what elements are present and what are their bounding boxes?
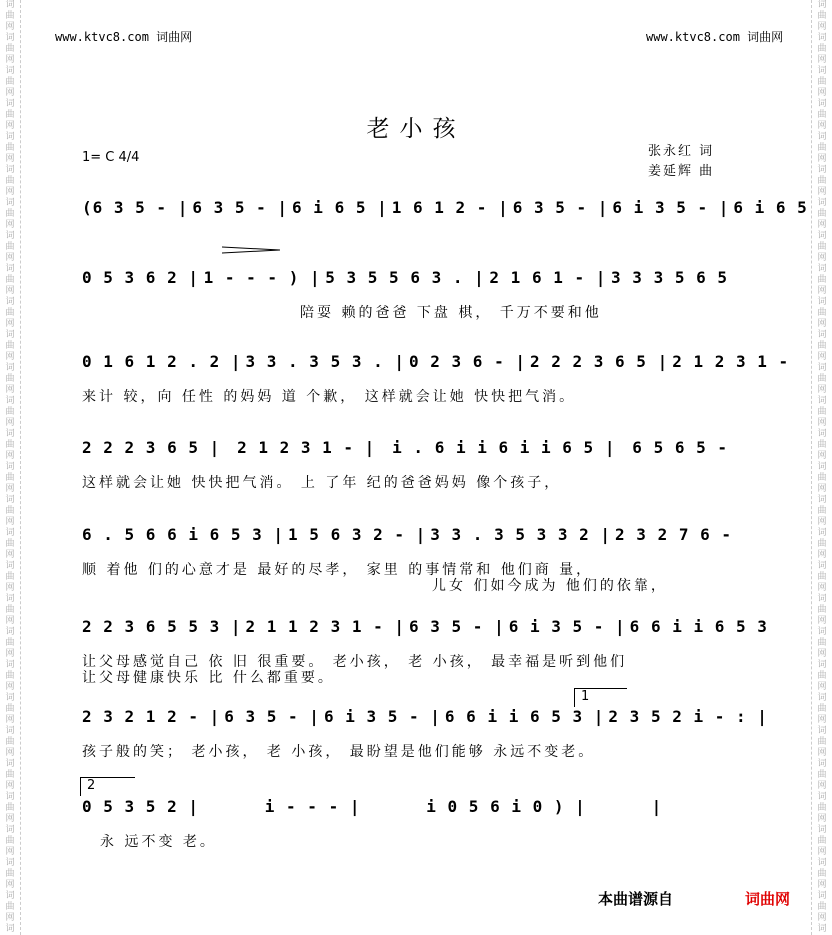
watermark-char: 词 xyxy=(5,660,15,670)
watermark-char: 网 xyxy=(5,583,15,593)
watermark-char: 曲 xyxy=(817,902,827,912)
watermark-char: 网 xyxy=(5,220,15,230)
watermark-char: 词 xyxy=(5,924,15,934)
watermark-char: 曲 xyxy=(5,110,15,120)
watermark-char: 曲 xyxy=(5,407,15,417)
watermark-char: 网 xyxy=(817,22,827,32)
notation-text xyxy=(80,352,790,371)
watermark-char: 曲 xyxy=(817,143,827,153)
measure: 2 1 6 1 - | xyxy=(489,268,607,287)
watermark-char: 曲 xyxy=(817,110,827,120)
brand-label: 词曲网 xyxy=(745,890,791,908)
watermark-char: 网 xyxy=(817,880,827,890)
watermark-char: 曲 xyxy=(817,209,827,219)
watermark-char: 词 xyxy=(5,825,15,835)
watermark-char: 网 xyxy=(5,187,15,197)
measure: 6 5 6 5 - xyxy=(632,438,728,457)
measure: 2 2 2 3 6 5 | xyxy=(529,352,669,371)
measure: i - - - | xyxy=(264,797,361,816)
key-signature: 1= C 4/4 xyxy=(82,150,140,165)
watermark-char: 曲 xyxy=(817,374,827,384)
measure: 6 i 3 5 - | xyxy=(323,707,441,726)
watermark-char: 曲 xyxy=(817,275,827,285)
watermark-char: 网 xyxy=(5,22,15,32)
watermark-char: 词 xyxy=(817,495,827,505)
watermark-char: 网 xyxy=(817,715,827,725)
watermark-char: 网 xyxy=(817,550,827,560)
measure: 0 5 3 6 2 | xyxy=(82,268,199,287)
crescendo-mark xyxy=(222,246,280,254)
watermark-char: 曲 xyxy=(5,209,15,219)
lyric-line: 让父母健康快乐 比 什么都重要。 xyxy=(82,670,335,686)
watermark-char: 词 xyxy=(817,726,827,736)
watermark-char: 曲 xyxy=(817,572,827,582)
watermark-char: 曲 xyxy=(5,605,15,615)
watermark-char: 曲 xyxy=(5,572,15,582)
watermark-char: 曲 xyxy=(5,473,15,483)
watermark-char: 词 xyxy=(5,561,15,571)
watermark-char: 词 xyxy=(5,858,15,868)
notation-line xyxy=(80,198,808,220)
measure: 0 5 3 5 2 | xyxy=(82,797,199,816)
watermark-char: 曲 xyxy=(817,638,827,648)
notation-line xyxy=(80,617,768,639)
watermark-char: 词 xyxy=(817,561,827,571)
watermark-char: 词 xyxy=(5,528,15,538)
source-label: 本曲谱源自 xyxy=(598,890,674,908)
watermark-char: 网 xyxy=(817,649,827,659)
watermark-char: 网 xyxy=(5,748,15,758)
watermark-char: 曲 xyxy=(817,242,827,252)
watermark-char: 网 xyxy=(5,847,15,857)
watermark-char: 词 xyxy=(817,462,827,472)
measure: 6 6 i i 6 5 3 | xyxy=(444,707,605,726)
watermark-char: 网 xyxy=(817,286,827,296)
watermark-char: 词 xyxy=(5,594,15,604)
watermark-char: 词 xyxy=(817,99,827,109)
watermark-char: 曲 xyxy=(817,836,827,846)
watermark-char: 词 xyxy=(5,462,15,472)
notation-text xyxy=(80,268,730,287)
watermark-char: 词 xyxy=(5,330,15,340)
watermark-char: 网 xyxy=(817,517,827,527)
measure: 2 3 2 1 2 - | xyxy=(82,707,221,726)
notation-line xyxy=(80,707,768,729)
watermark-char: 词 xyxy=(5,132,15,142)
watermark-char: 曲 xyxy=(817,176,827,186)
measure: 1 5 6 3 2 - | xyxy=(288,525,427,544)
lyric-line: 陪耍 赖的爸爸 下盘 棋， 千万不要和他 xyxy=(300,305,602,321)
watermark-char: 曲 xyxy=(5,902,15,912)
measure: (6 3 5 - | xyxy=(82,198,189,217)
watermark-char: 曲 xyxy=(5,275,15,285)
song-title: 老小孩 xyxy=(366,116,466,142)
measure: 6 3 5 - | xyxy=(512,198,609,217)
notation-line xyxy=(80,797,730,819)
notation-line xyxy=(80,352,790,374)
measure: 3 3 3 5 6 5 xyxy=(611,268,728,287)
watermark-char: 网 xyxy=(5,913,15,923)
watermark-char: 网 xyxy=(817,88,827,98)
watermark-char: 曲 xyxy=(817,803,827,813)
measure: 0 1 6 1 2 . 2 | xyxy=(82,352,242,371)
watermark-char: 词 xyxy=(817,132,827,142)
measure: 2 3 5 2 i - : | xyxy=(608,707,768,726)
watermark-char: 词 xyxy=(817,594,827,604)
watermark-char: 词 xyxy=(817,297,827,307)
watermark-char: 词 xyxy=(817,66,827,76)
watermark-char: 网 xyxy=(5,715,15,725)
watermark-char: 词 xyxy=(817,891,827,901)
watermark-char: 曲 xyxy=(817,506,827,516)
watermark-char: 网 xyxy=(5,319,15,329)
lyric-line: 顺 着他 们的心意才是 最好的尽孝， 家里 的事情常和 他们商 量， xyxy=(82,562,594,578)
watermark-char: 曲 xyxy=(5,770,15,780)
watermark-char: 曲 xyxy=(5,539,15,549)
composer-credit: 姜延辉 曲 xyxy=(648,164,715,179)
measure: 3 3 . 3 5 3 . | xyxy=(245,352,405,371)
watermark-char: 曲 xyxy=(5,44,15,54)
watermark-char: 词 xyxy=(5,198,15,208)
watermark-char: 网 xyxy=(817,418,827,428)
watermark-char: 网 xyxy=(817,319,827,329)
notation-text xyxy=(80,797,730,816)
measure: 5 3 5 5 6 3 . | xyxy=(325,268,485,287)
measure: 3 3 . 3 5 3 3 2 | xyxy=(430,525,612,544)
watermark-char: 曲 xyxy=(817,440,827,450)
watermark-char: 词 xyxy=(817,198,827,208)
watermark-char: 网 xyxy=(817,913,827,923)
measure: 6 3 5 - | xyxy=(224,707,320,726)
watermark-char: 曲 xyxy=(5,704,15,714)
watermark-char: 曲 xyxy=(817,770,827,780)
watermark-char: 网 xyxy=(817,682,827,692)
watermark-char: 网 xyxy=(817,154,827,164)
first-ending-number: 1 xyxy=(581,689,590,704)
watermark-char: 网 xyxy=(5,352,15,362)
watermark-char: 网 xyxy=(817,847,827,857)
watermark-char: 曲 xyxy=(817,473,827,483)
watermark-char: 词 xyxy=(817,825,827,835)
first-ending-bracket xyxy=(574,688,627,707)
watermark-char: 词 xyxy=(817,231,827,241)
watermark-char: 词 xyxy=(5,363,15,373)
measure: 6 i 6 5 | xyxy=(292,198,388,217)
watermark-char: 词 xyxy=(817,759,827,769)
watermark-char: 曲 xyxy=(5,737,15,747)
measure: 6 3 5 - | xyxy=(192,198,289,217)
watermark-char: 词 xyxy=(5,429,15,439)
watermark-char: 曲 xyxy=(5,836,15,846)
watermark-char: 网 xyxy=(5,88,15,98)
watermark-char: 曲 xyxy=(5,242,15,252)
watermark-char: 曲 xyxy=(5,440,15,450)
watermark-char: 网 xyxy=(5,451,15,461)
site-url-right: www.ktvc8.com 词曲网 xyxy=(646,30,784,44)
watermark-char: 词 xyxy=(5,264,15,274)
watermark-char: 网 xyxy=(817,583,827,593)
watermark-char: 词 xyxy=(817,693,827,703)
lyric-line: 这样就会让她 快快把气消。 上 了年 纪的爸爸妈妈 像个孩子， xyxy=(82,475,562,491)
watermark-char: 网 xyxy=(5,484,15,494)
watermark-char: 词 xyxy=(5,297,15,307)
lyric-line: 永 远不变 老。 xyxy=(100,834,217,850)
watermark-char: 词 xyxy=(5,99,15,109)
measure: 0 2 3 6 - | xyxy=(409,352,526,371)
lyric-line: 孩子般的笑； 老小孩， 老 小孩， 最盼望是他们能够 永远不变老。 xyxy=(82,744,596,760)
measure: 6 i 3 5 - | xyxy=(508,617,626,636)
measure: 2 2 3 6 5 5 3 | xyxy=(82,617,242,636)
watermark-char: 词 xyxy=(5,495,15,505)
watermark-char: 曲 xyxy=(817,704,827,714)
measure: 6 i 6 5 xyxy=(733,198,808,217)
watermark-char: 曲 xyxy=(5,374,15,384)
watermark-char: 曲 xyxy=(5,176,15,186)
watermark-char: 网 xyxy=(5,880,15,890)
watermark-char: 曲 xyxy=(5,506,15,516)
second-ending-number: 2 xyxy=(87,778,96,793)
notation-text xyxy=(80,438,730,457)
measure: i . 6 i i 6 i i 6 5 | xyxy=(392,438,616,457)
watermark-char: 网 xyxy=(5,781,15,791)
measure: 1 - - - ) | xyxy=(203,268,321,287)
watermark-char: 词 xyxy=(817,858,827,868)
watermark-char: 网 xyxy=(5,286,15,296)
watermark-char: 词 xyxy=(5,693,15,703)
measure xyxy=(770,707,774,726)
watermark-char: 词 xyxy=(817,33,827,43)
watermark-char: 词 xyxy=(817,396,827,406)
watermark-char: 曲 xyxy=(5,11,15,21)
watermark-char: 词 xyxy=(5,726,15,736)
watermark-char: 词 xyxy=(817,792,827,802)
watermark-char: 曲 xyxy=(817,11,827,21)
watermark-char: 曲 xyxy=(5,143,15,153)
measure: 6 3 5 - | xyxy=(409,617,505,636)
watermark-char: 词 xyxy=(5,165,15,175)
measure: 2 1 2 3 1 - | xyxy=(237,438,376,457)
watermark-char: 网 xyxy=(817,187,827,197)
watermark-char: 曲 xyxy=(817,407,827,417)
watermark-char: 词 xyxy=(817,330,827,340)
watermark-char: 曲 xyxy=(817,869,827,879)
watermark-char: 网 xyxy=(817,616,827,626)
watermark-char: 词 xyxy=(5,792,15,802)
notation-text xyxy=(80,707,768,726)
watermark-char: 词 xyxy=(817,627,827,637)
measure: 2 1 2 3 1 - xyxy=(672,352,790,371)
measure: 2 3 2 7 6 - xyxy=(615,525,732,544)
watermark-char: 网 xyxy=(817,781,827,791)
watermark-char: 网 xyxy=(5,649,15,659)
watermark-char: 网 xyxy=(5,55,15,65)
notation-text xyxy=(80,525,730,544)
measure: 2 2 2 3 6 5 | xyxy=(82,438,221,457)
watermark-char: 词 xyxy=(5,396,15,406)
measure: 6 6 i i 6 5 3 xyxy=(629,617,768,636)
watermark-char: 曲 xyxy=(5,77,15,87)
watermark-char: 曲 xyxy=(5,308,15,318)
watermark-char: 网 xyxy=(817,484,827,494)
watermark-char: 词 xyxy=(5,759,15,769)
measure xyxy=(726,797,730,816)
watermark-char: 词 xyxy=(5,0,15,10)
notation-line xyxy=(80,525,730,547)
watermark-char: 网 xyxy=(5,154,15,164)
watermark-char: 曲 xyxy=(5,638,15,648)
watermark-char: 曲 xyxy=(5,671,15,681)
watermark-char: 词 xyxy=(5,33,15,43)
watermark-char: 曲 xyxy=(817,77,827,87)
watermark-char: 词 xyxy=(817,0,827,10)
watermark-char: 网 xyxy=(5,550,15,560)
watermark-char: 词 xyxy=(5,66,15,76)
watermark-char: 网 xyxy=(817,352,827,362)
watermark-char: 词 xyxy=(817,924,827,934)
watermark-char: 网 xyxy=(5,814,15,824)
lyric-line: 让父母感觉自己 依 旧 很重要。 老小孩， 老 小孩， 最幸福是听到他们 xyxy=(82,654,628,670)
measure: 2 1 1 2 3 1 - | xyxy=(245,617,405,636)
measure: i 0 5 6 i 0 ) | xyxy=(426,797,586,816)
second-ending-bracket xyxy=(80,777,135,796)
site-url-left: www.ktvc8.com 词曲网 xyxy=(55,30,193,44)
lyric-line: 儿女 们如今成为 他们的依靠， xyxy=(432,578,668,594)
watermark-char: 词 xyxy=(5,627,15,637)
watermark-char: 曲 xyxy=(5,803,15,813)
watermark-char: 词 xyxy=(5,891,15,901)
watermark-char: 网 xyxy=(817,253,827,263)
watermark-char: 网 xyxy=(817,814,827,824)
measure: 6 i 3 5 - | xyxy=(612,198,730,217)
watermark-char: 曲 xyxy=(817,308,827,318)
measure: 6 . 5 6 6 i 6 5 3 | xyxy=(82,525,285,544)
watermark-char: 曲 xyxy=(817,737,827,747)
watermark-char: 网 xyxy=(5,682,15,692)
watermark-char: 词 xyxy=(817,660,827,670)
watermark-char: 网 xyxy=(5,517,15,527)
watermark-char: 曲 xyxy=(5,869,15,879)
watermark-char: 曲 xyxy=(817,539,827,549)
watermark-char: 词 xyxy=(817,363,827,373)
watermark-char: 网 xyxy=(5,121,15,131)
watermark-char: 网 xyxy=(5,616,15,626)
lyricist-credit: 张永红 词 xyxy=(648,144,715,159)
watermark-char: 曲 xyxy=(5,341,15,351)
watermark-char: 词 xyxy=(817,165,827,175)
notation-text xyxy=(80,617,768,636)
watermark-char: 曲 xyxy=(817,605,827,615)
watermark-char: 词 xyxy=(5,231,15,241)
notation-line xyxy=(80,268,730,290)
watermark-char: 网 xyxy=(5,253,15,263)
watermark-char: 网 xyxy=(5,385,15,395)
watermark-char: 词 xyxy=(817,528,827,538)
watermark-char: 曲 xyxy=(817,44,827,54)
lyric-line: 来计 较，向 任性 的妈妈 道 个歉， 这样就会让她 快快把气消。 xyxy=(82,389,577,405)
watermark-char: 网 xyxy=(817,220,827,230)
watermark-char: 词 xyxy=(817,264,827,274)
measure: 1 6 1 2 - | xyxy=(391,198,509,217)
watermark-char: 网 xyxy=(817,451,827,461)
measure: | xyxy=(651,797,663,816)
watermark-char: 网 xyxy=(817,55,827,65)
watermark-char: 词 xyxy=(817,429,827,439)
watermark-char: 曲 xyxy=(817,671,827,681)
notation-text xyxy=(80,198,808,217)
watermark-char: 网 xyxy=(817,748,827,758)
watermark-char: 网 xyxy=(5,418,15,428)
watermark-char: 网 xyxy=(817,385,827,395)
notation-line xyxy=(80,438,730,460)
watermark-char: 曲 xyxy=(817,341,827,351)
watermark-char: 网 xyxy=(817,121,827,131)
